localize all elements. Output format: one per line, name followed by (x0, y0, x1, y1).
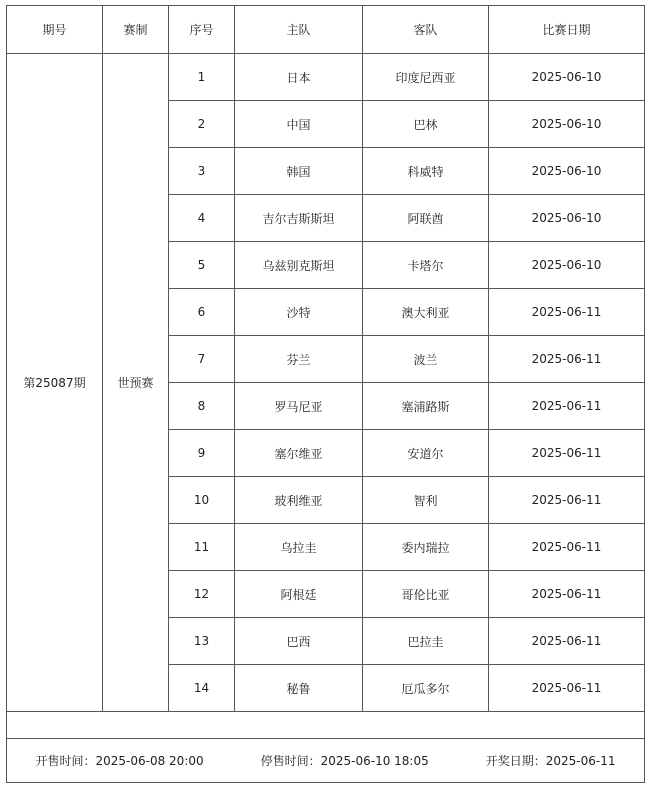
match-date: 2025-06-11 (489, 665, 645, 712)
away-team: 波兰 (363, 336, 489, 383)
home-team: 乌拉圭 (235, 524, 363, 571)
home-team: 罗马尼亚 (235, 383, 363, 430)
home-team: 韩国 (235, 148, 363, 195)
home-team: 玻利维亚 (235, 477, 363, 524)
away-team: 委内瑞拉 (363, 524, 489, 571)
match-no: 9 (169, 430, 235, 477)
home-team: 巴西 (235, 618, 363, 665)
match-no: 13 (169, 618, 235, 665)
match-date: 2025-06-10 (489, 242, 645, 289)
competition-format: 世预赛 (103, 54, 169, 712)
sale-start-time: 开售时间：2025-06-08 20:00 (35, 754, 204, 768)
home-team: 沙特 (235, 289, 363, 336)
match-date: 2025-06-10 (489, 101, 645, 148)
away-team: 巴拉圭 (363, 618, 489, 665)
home-team: 吉尔吉斯斯坦 (235, 195, 363, 242)
match-date: 2025-06-10 (489, 148, 645, 195)
home-team: 塞尔维亚 (235, 430, 363, 477)
match-date: 2025-06-11 (489, 618, 645, 665)
match-no: 5 (169, 242, 235, 289)
match-date: 2025-06-11 (489, 571, 645, 618)
table-row (7, 54, 645, 101)
match-no: 12 (169, 571, 235, 618)
header-away-team: 客队 (363, 6, 489, 54)
home-team: 阿根廷 (235, 571, 363, 618)
home-team: 中国 (235, 101, 363, 148)
sale-stop-time: 停售时间：2025-06-10 18:05 (260, 754, 429, 768)
away-team: 哥伦比亚 (363, 571, 489, 618)
header-row (7, 6, 645, 54)
away-team: 厄瓜多尔 (363, 665, 489, 712)
match-no: 10 (169, 477, 235, 524)
header-issue: 期号 (7, 6, 103, 54)
match-date: 2025-06-11 (489, 383, 645, 430)
match-no: 7 (169, 336, 235, 383)
match-date: 2025-06-11 (489, 430, 645, 477)
away-team: 阿联酋 (363, 195, 489, 242)
match-date: 2025-06-11 (489, 289, 645, 336)
match-no: 11 (169, 524, 235, 571)
header-match-date: 比赛日期 (489, 6, 645, 54)
match-date: 2025-06-11 (489, 477, 645, 524)
footer-row (7, 739, 645, 783)
away-team: 澳大利亚 (363, 289, 489, 336)
home-team: 乌兹别克斯坦 (235, 242, 363, 289)
away-team: 巴林 (363, 101, 489, 148)
header-format: 赛制 (103, 6, 169, 54)
match-no: 4 (169, 195, 235, 242)
draw-date: 开奖日期：2025-06-11 (485, 754, 616, 768)
header-no: 序号 (169, 6, 235, 54)
home-team: 芬兰 (235, 336, 363, 383)
match-no: 6 (169, 289, 235, 336)
match-date: 2025-06-11 (489, 336, 645, 383)
header-home-team: 主队 (235, 6, 363, 54)
issue-number: 第25087期 (7, 54, 103, 712)
match-body (7, 54, 645, 783)
match-schedule-table (6, 5, 645, 783)
away-team: 智利 (363, 477, 489, 524)
match-no: 2 (169, 101, 235, 148)
home-team: 日本 (235, 54, 363, 101)
match-no: 14 (169, 665, 235, 712)
away-team: 科威特 (363, 148, 489, 195)
away-team: 安道尔 (363, 430, 489, 477)
spacer-row (7, 712, 645, 739)
match-no: 1 (169, 54, 235, 101)
match-date: 2025-06-11 (489, 524, 645, 571)
home-team: 秘鲁 (235, 665, 363, 712)
match-no: 8 (169, 383, 235, 430)
away-team: 印度尼西亚 (363, 54, 489, 101)
match-no: 3 (169, 148, 235, 195)
match-date: 2025-06-10 (489, 54, 645, 101)
match-date: 2025-06-10 (489, 195, 645, 242)
away-team: 塞浦路斯 (363, 383, 489, 430)
away-team: 卡塔尔 (363, 242, 489, 289)
